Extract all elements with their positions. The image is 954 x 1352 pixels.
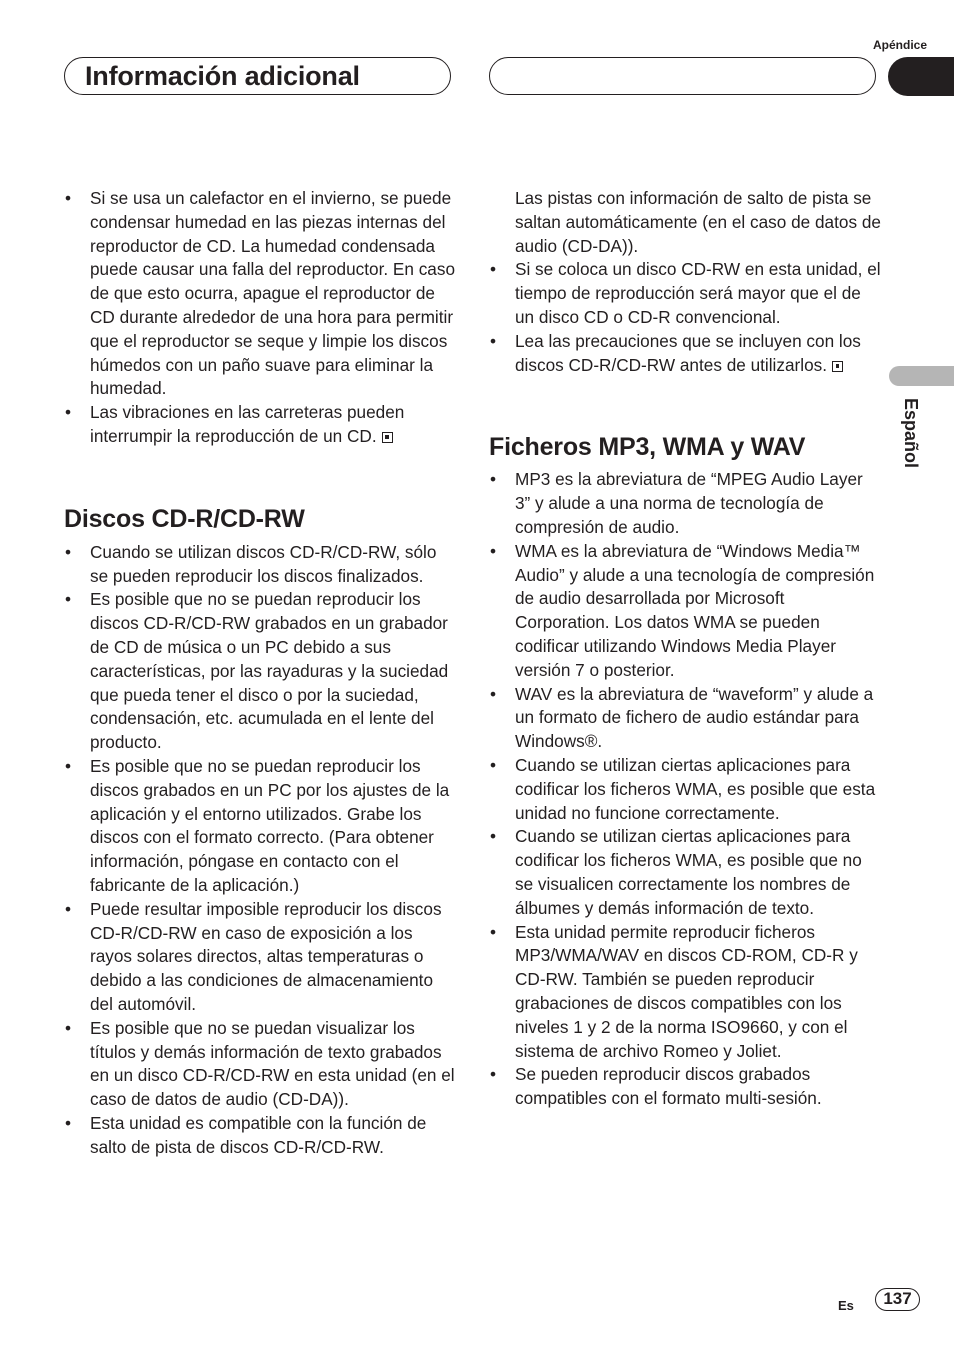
chapter-tab (888, 57, 954, 96)
language-tab (889, 366, 954, 386)
language-label: Español (901, 398, 921, 469)
list-item: • Se pueden reproducir discos grabados compatibles con el formato multi-sesión. (489, 1063, 881, 1111)
page-number: 137 (875, 1288, 920, 1311)
section-title-mp3: Ficheros MP3, WMA y WAV (489, 433, 806, 462)
list-item: • Si se usa un calefactor en el invierno, se puede condensar humedad en las piezas internas del reproductor de CD. La humedad condensada puede causar una falla del reproductor. En caso de que esto ocurra, apague el reproductor de CD durante alrededor de una hora para permitir que el reproductor se seque y limpie los discos húmedos con un paño suave para eliminar la humedad. (64, 187, 456, 401)
end-mark-icon (832, 361, 843, 372)
list-item: • Las vibraciones en las carreteras pueden interrumpir la reproducción de un CD. (64, 401, 456, 449)
left-column (64, 187, 456, 1159)
list-item: • WAV es la abreviatura de “waveform” y alude a un formato de fichero de audio estándar para Windows®. (489, 683, 881, 754)
list-item: • Esta unidad permite reproducir ficheros MP3/WMA/WAV en discos CD-ROM, CD-R y CD-RW. También se pueden reproducir grabaciones de discos compatibles con los niveles 1 y 2 de la norma ISO9660, y con el sistema de archivo Romeo y Joliet. (489, 921, 881, 1064)
mp3-list (489, 468, 881, 1111)
continuation-paragraph: Las pistas con información de salto de pista se saltan automáticamente (en el caso de datos de audio (CD-DA)). (515, 188, 881, 256)
intro-list-left (64, 187, 456, 449)
section-header-title: Información adicional (85, 61, 360, 91)
list-item: • Cuando se utilizan ciertas aplicaciones para codificar los ficheros WMA, es posible que no se visualicen correctamente los nombres de álbumes y demás información de texto. (489, 825, 881, 920)
appendix-label: Apéndice (872, 38, 927, 52)
list-item: • Cuando se utilizan discos CD-R/CD-RW, sólo se pueden reproducir los discos finalizados. (64, 541, 456, 589)
header-blank-pill (489, 57, 876, 95)
intro-list-right (489, 258, 881, 377)
list-item: • Cuando se utilizan ciertas aplicaciones para codificar los ficheros WMA, es posible que esta unidad no funcione correctamente. (489, 754, 881, 825)
list-item: • Es posible que no se puedan reproducir los discos grabados en un PC por los ajustes de la aplicación y el entorno utilizados. Grabe los discos con el formato correcto. (Para obtener información, póngase en contacto con el fabricante de la aplicación.) (64, 755, 456, 898)
right-column (489, 187, 881, 1111)
list-item: • Lea las precauciones que se incluyen con los discos CD-R/CD-RW antes de utilizarlos. (489, 330, 881, 378)
list-item: • Puede resultar imposible reproducir los discos CD-R/CD-RW en caso de exposición a los rayos solares directos, altas temperaturas o debido a las condiciones de almacenamiento del automóvil. (64, 898, 456, 1017)
end-mark-icon (382, 432, 393, 443)
cdr-list (64, 541, 456, 1160)
list-item: • Es posible que no se puedan visualizar los títulos y demás información de texto grabados en un disco CD-R/CD-RW en esta unidad (en el caso de datos de audio (CD-DA)). (64, 1017, 456, 1112)
list-item: • Es posible que no se puedan reproducir los discos CD-R/CD-RW grabados en un grabador de CD de música o un PC debido a sus características, por las rayaduras y la suciedad que pueda tener el disco o por la suciedad, condensación, etc. acumulada en el lente del producto. (64, 588, 456, 755)
list-item: • Esta unidad es compatible con la función de salto de pista de discos CD-R/CD-RW. (64, 1112, 456, 1160)
section-title-cdr: Discos CD-R/CD-RW (64, 504, 305, 533)
list-item: • WMA es la abreviatura de “Windows Media™ Audio” y alude a una tecnología de compresión de audio desarrollada por Microsoft Corporation. Los datos WMA se pueden codificar utilizando Windows Media Player versión 7 o posterior. (489, 540, 881, 683)
section-header (64, 57, 451, 95)
list-item: • MP3 es la abreviatura de “MPEG Audio Layer 3” y alude a una norma de tecnología de compresión de audio. (489, 468, 881, 539)
list-item: • Si se coloca un disco CD-RW en esta unidad, el tiempo de reproducción será mayor que el de un disco CD o CD-R convencional. (489, 258, 881, 329)
footer-language: Es (838, 1298, 854, 1313)
